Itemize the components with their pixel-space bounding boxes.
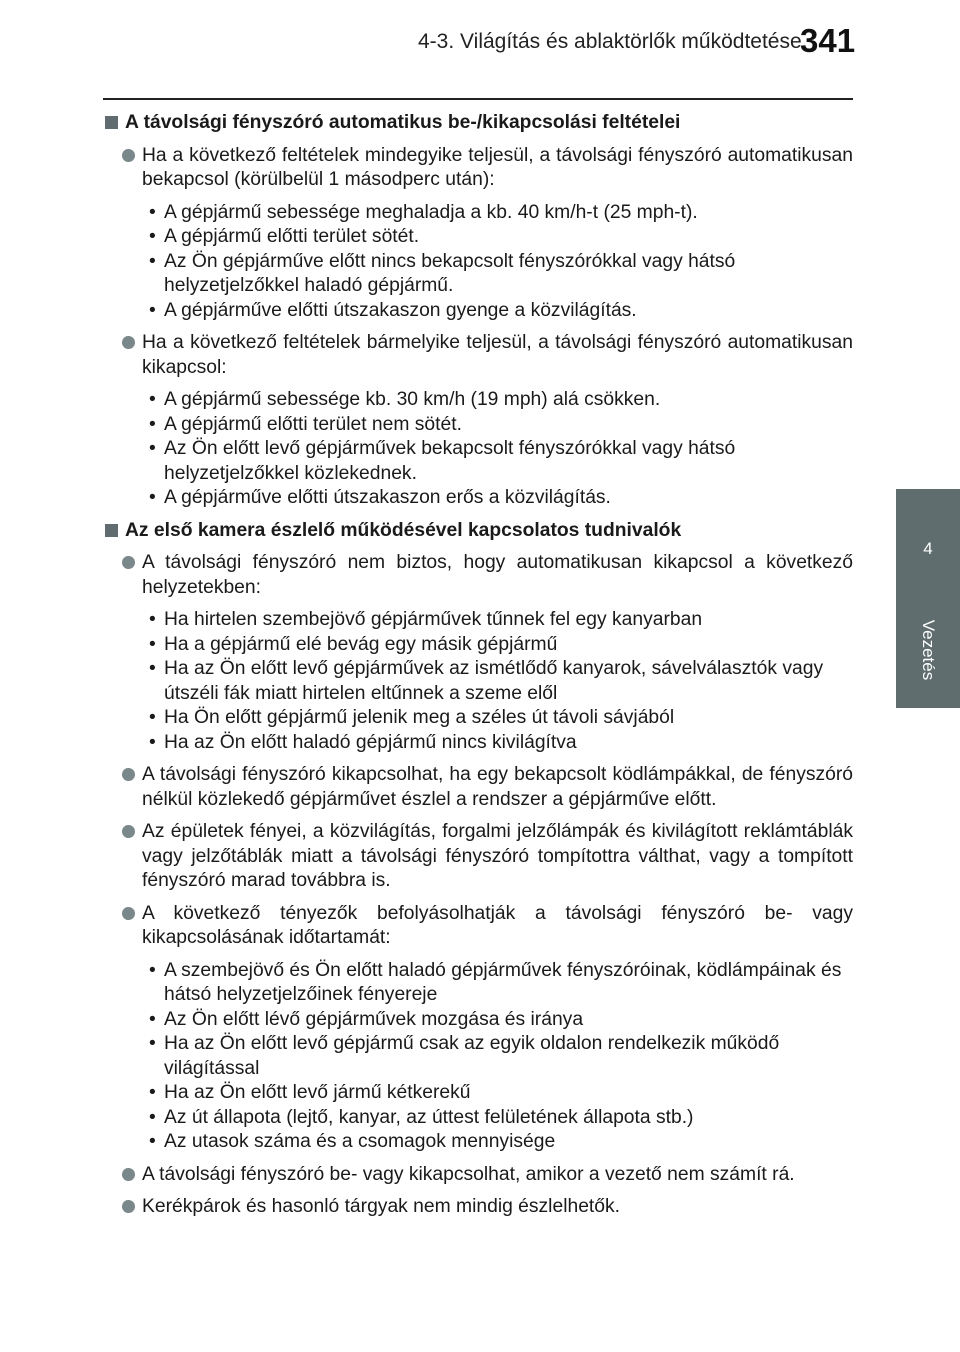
section-heading: [105, 519, 853, 544]
sub-bullet-item: [149, 1130, 853, 1155]
sub-bullet-text: Ha az Ön előtt levő jármű kétkerekű: [164, 1082, 471, 1103]
bullet-dot-icon: •: [149, 413, 156, 435]
list-item: [105, 820, 853, 894]
circle-bullet-icon: [122, 1168, 135, 1181]
circle-bullet-icon: [122, 149, 135, 162]
list-item: [105, 144, 853, 193]
sub-bullet-item: [149, 225, 853, 250]
list-item: [105, 1163, 853, 1188]
sub-bullet-item: [149, 706, 853, 731]
circle-bullet-icon: [122, 556, 135, 569]
sub-bullet-text: Az Ön gépjárműve előtt nincs bekapcsolt fényszórókkal vagy hátsó helyzetjelzőkkel haladó gépjármű.: [164, 250, 736, 296]
sub-bullet-item: [149, 437, 853, 486]
bullet-dot-icon: •: [149, 1008, 156, 1030]
page-number: 341: [800, 22, 856, 59]
sub-bullet-item: [149, 413, 853, 438]
sub-bullet-item: [149, 633, 853, 658]
bullet-dot-icon: •: [149, 707, 156, 728]
sub-bullet-item: [149, 731, 853, 756]
bullet-dot-icon: •: [149, 731, 156, 753]
sub-bullet-item: [149, 388, 853, 413]
header-divider: [103, 98, 853, 100]
sub-bullet-item: [149, 608, 853, 633]
list-item: [105, 902, 853, 951]
section: [105, 111, 853, 511]
list-item-text: A távolsági fényszóró be- vagy kikapcsolhat, amikor a vezető nem számít rá.: [142, 1163, 795, 1185]
bullet-dot-icon: •: [149, 1131, 156, 1152]
sub-bullet-item: [149, 250, 853, 299]
list-item-text: Az épületek fényei, a közvilágítás, forgalmi jelzőlámpák és kivilágított reklámtáblák vagy jelzőtáblák miatt a távolsági fényszóró tompítottra válthat, vagy a tompított fényszóró marad továbbra is.: [142, 821, 853, 891]
bullet-dot-icon: •: [149, 299, 156, 321]
section-heading: [105, 111, 853, 136]
chapter-title: 4-3. Világítás és ablaktörlők működtetése: [418, 30, 802, 53]
sub-bullet-item: [149, 1081, 853, 1106]
sub-bullet-item: [149, 959, 853, 1008]
section-heading-text: Az első kamera észlelő működésével kapcsolatos tudnivalók: [125, 519, 682, 541]
bullet-dot-icon: •: [149, 609, 156, 630]
list-item-text: A következő tényezők befolyásolhatják a távolsági fényszóró be- vagy kikapcsolásának időtartamát:: [142, 902, 853, 948]
bullet-dot-icon: •: [149, 250, 156, 272]
bullet-dot-icon: •: [149, 389, 156, 410]
circle-bullet-icon: [122, 336, 135, 349]
sub-bullet-item: [149, 657, 853, 706]
sub-bullet-list: [149, 959, 853, 1155]
sub-bullet-list: [149, 608, 853, 755]
bullet-dot-icon: •: [149, 658, 156, 679]
sub-bullet-text: A gépjármű előtti terület nem sötét.: [164, 413, 462, 435]
sub-bullet-text: Ha az Ön előtt levő gépjárművek az ismétlődő kanyarok, sávelválasztók vagy útszéli fák miatt hirtelen eltűnnek a szeme elől: [164, 658, 824, 704]
sub-bullet-text: Az utasok száma és a csomagok mennyisége: [164, 1131, 556, 1152]
circle-bullet-icon: [122, 825, 135, 838]
sub-bullet-text: Az Ön előtt levő gépjárművek bekapcsolt fényszórókkal vagy hátsó helyzetjelzőkkel közlekednek.: [164, 438, 736, 484]
bullet-dot-icon: •: [149, 1033, 156, 1054]
sub-bullet-text: Ha hirtelen szembejövő gépjárművek tűnnek fel egy kanyarban: [164, 609, 703, 630]
bullet-dot-icon: •: [149, 1106, 156, 1128]
list-item-text: A távolsági fényszóró kikapcsolhat, ha egy bekapcsolt ködlámpákkal, de fényszóró nélkül közlekedő gépjárművet észlel a rendszer a gépjárműve előtt.: [142, 764, 853, 810]
bullet-dot-icon: •: [149, 959, 156, 981]
sub-bullet-text: Az Ön előtt lévő gépjárművek mozgása és iránya: [164, 1008, 584, 1030]
list-item: [105, 331, 853, 380]
list-item: [105, 551, 853, 600]
bullet-dot-icon: •: [149, 226, 156, 247]
bullet-dot-icon: •: [149, 1082, 156, 1103]
section: [105, 519, 853, 1220]
sub-bullet-text: A gépjármű sebessége meghaladja a kb. 40 km/h-t (25 mph-t).: [164, 201, 698, 223]
list-item-text: Kerékpárok és hasonló tárgyak nem mindig észlelhetők.: [142, 1196, 621, 1217]
sub-bullet-text: Ha az Ön előtt levő gépjármű csak az egyik oldalon rendelkezik működő világítással: [164, 1033, 780, 1079]
circle-bullet-icon: [122, 768, 135, 781]
chapter-label-container: [896, 600, 960, 700]
square-bullet-icon: [105, 116, 118, 129]
list-item: [105, 763, 853, 812]
sub-bullet-text: A gépjárműve előtti útszakaszon gyenge a közvilágítás.: [164, 299, 637, 321]
sub-bullet-text: A gépjármű előtti terület sötét.: [164, 226, 420, 247]
sub-bullet-item: [149, 486, 853, 511]
square-bullet-icon: [105, 524, 118, 537]
sub-bullet-text: Ha a gépjármű elé bevág egy másik gépjármű: [164, 633, 558, 655]
page-content: [105, 107, 853, 1228]
list-item: [105, 1195, 853, 1220]
sub-bullet-list: [149, 201, 853, 324]
sub-bullet-list: [149, 388, 853, 511]
sub-bullet-item: [149, 201, 853, 226]
list-item-text: Ha a következő feltételek mindegyike teljesül, a távolsági fényszóró automatikusan bekapcsol (körülbelül 1 másodperc után):: [142, 144, 853, 190]
chapter-number: 4: [923, 539, 933, 558]
list-item-text: A távolsági fényszóró nem biztos, hogy automatikusan kikapcsol a következő helyzetekben:: [142, 552, 853, 598]
sub-bullet-item: [149, 1106, 853, 1131]
sub-bullet-item: [149, 299, 853, 324]
circle-bullet-icon: [122, 907, 135, 920]
list-item-text: Ha a következő feltételek bármelyike teljesül, a távolsági fényszóró automatikusan kikapcsol:: [142, 332, 853, 378]
sub-bullet-text: Ha az Ön előtt haladó gépjármű nincs kivilágítva: [164, 731, 577, 753]
bullet-dot-icon: •: [149, 633, 156, 655]
bullet-dot-icon: •: [149, 487, 156, 508]
sub-bullet-text: A gépjárműve előtti útszakaszon erős a közvilágítás.: [164, 487, 611, 508]
bullet-dot-icon: •: [149, 201, 156, 223]
chapter-label: Vezetés: [919, 619, 938, 681]
sub-bullet-text: A gépjármű sebessége kb. 30 km/h (19 mph) alá csökken.: [164, 389, 661, 410]
sub-bullet-item: [149, 1008, 853, 1033]
sub-bullet-item: [149, 1032, 853, 1081]
sub-bullet-text: Ha Ön előtt gépjármű jelenik meg a széles út távoli sávjából: [164, 707, 675, 728]
circle-bullet-icon: [122, 1200, 135, 1213]
section-heading-text: A távolsági fényszóró automatikus be-/kikapcsolási feltételei: [125, 112, 681, 133]
sub-bullet-text: A szembejövő és Ön előtt haladó gépjárművek fényszóróinak, ködlámpáinak és hátsó helyzetjelzőinek fényereje: [164, 959, 842, 1005]
bullet-dot-icon: •: [149, 438, 156, 459]
sub-bullet-text: Az út állapota (lejtő, kanyar, az úttest felületének állapota stb.): [164, 1106, 694, 1128]
